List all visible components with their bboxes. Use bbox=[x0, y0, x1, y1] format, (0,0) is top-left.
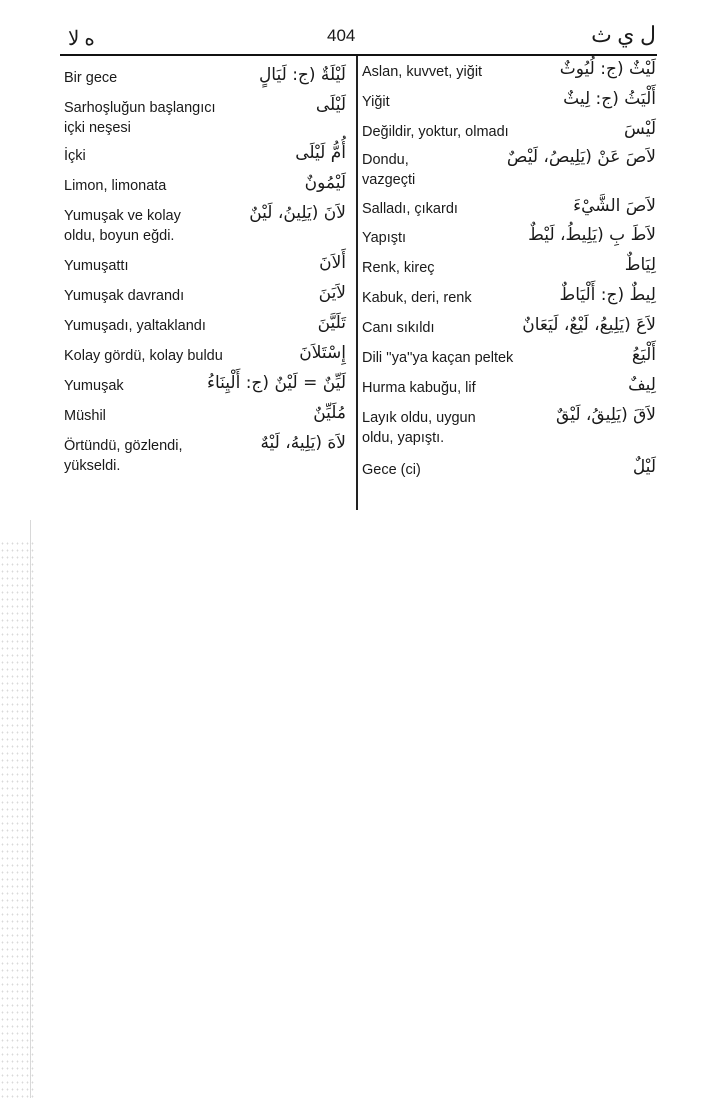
entry-turkish-continued: oldu, yapıştı. bbox=[362, 430, 445, 446]
dictionary-entry bbox=[64, 373, 346, 396]
entry-turkish-continued: yükseldi. bbox=[64, 458, 121, 474]
entry-turkish: Aslan, kuvvet, yiğit bbox=[362, 64, 483, 80]
entry-turkish: Değildir, yoktur, olmadı bbox=[362, 124, 509, 140]
entry-turkish: Sarhoşluğun başlangıcı bbox=[64, 100, 216, 116]
header-rule bbox=[60, 54, 657, 56]
entry-turkish: Yumuşak davrandı bbox=[64, 288, 185, 304]
entry-arabic: لَيْلٌ bbox=[632, 457, 656, 477]
entry-turkish: Yumuşattı bbox=[64, 258, 129, 274]
scan-noise bbox=[0, 540, 34, 1098]
entry-arabic: لاَقَ (يَلِيقُ، لَيْقٌ bbox=[556, 405, 656, 425]
entry-turkish: Bir gece bbox=[64, 70, 118, 86]
dictionary-entry bbox=[64, 203, 346, 246]
entry-turkish-continued: oldu, boyun eğdi. bbox=[64, 228, 175, 244]
entry-turkish: Limon, limonata bbox=[64, 178, 167, 194]
entry-arabic: لاَنَ (يَلِينُ، لَيْنٌ bbox=[249, 203, 346, 223]
entry-turkish: Yiğit bbox=[362, 94, 390, 110]
left-column bbox=[64, 58, 346, 476]
entry-arabic: أَلْيَثُ (ج: لِيثٌ bbox=[563, 89, 656, 109]
entry-arabic: لَيْلَى bbox=[315, 95, 346, 115]
entry-arabic: لِيفٌ bbox=[628, 375, 656, 395]
right-column bbox=[362, 58, 656, 480]
dictionary-entry bbox=[362, 196, 656, 219]
entry-turkish-continued: vazgeçti bbox=[362, 172, 416, 188]
entry-turkish: Kabuk, deri, renk bbox=[362, 290, 472, 306]
entry-turkish: Yumuşak bbox=[64, 378, 124, 394]
dictionary-entry bbox=[362, 119, 656, 142]
dictionary-entry bbox=[362, 285, 656, 308]
entry-arabic: لِيَاطٌ bbox=[624, 255, 656, 275]
entry-turkish: Kolay gördü, kolay buldu bbox=[64, 348, 223, 364]
dictionary-entry bbox=[64, 65, 346, 88]
entry-arabic: لَيْسَ bbox=[624, 119, 656, 139]
dictionary-entry bbox=[64, 403, 346, 426]
entry-arabic: لَيْثٌ (ج: لُيُوثٌ bbox=[559, 59, 656, 79]
header-right-mark: ل ي ث bbox=[591, 22, 656, 47]
entry-turkish: Yumuşadı, yaltaklandı bbox=[64, 318, 206, 334]
entry-arabic: لَيْمُونٌ bbox=[304, 173, 346, 193]
entry-turkish: Layık oldu, uygun bbox=[362, 410, 476, 426]
dictionary-entry bbox=[64, 433, 346, 476]
entry-turkish: Canı sıkıldı bbox=[362, 320, 435, 336]
entry-turkish: İçki bbox=[64, 148, 86, 164]
page-number: 404 bbox=[327, 26, 356, 45]
entry-arabic: لاَصَ عَنْ (يَلِيصُ، لَيْصٌ bbox=[506, 147, 656, 167]
entry-turkish: Salladı, çıkardı bbox=[362, 201, 458, 217]
dictionary-entry bbox=[64, 343, 346, 366]
entry-arabic: لِيطٌ (ج: أَلْيَاطٌ bbox=[559, 285, 656, 305]
entry-arabic: إِسْتَلاَنَ bbox=[299, 343, 346, 363]
entry-arabic: لاَيَنَ bbox=[318, 283, 346, 303]
dictionary-entry bbox=[64, 173, 346, 196]
dictionary-entry bbox=[362, 59, 656, 82]
entry-arabic: أُمُّ لَيْلَى bbox=[295, 143, 346, 163]
entry-arabic: لاَصَ الشَّيْءَ bbox=[573, 196, 656, 216]
entry-turkish-continued: içki neşesi bbox=[64, 120, 131, 136]
entry-arabic: مُلَيِّنٌ bbox=[313, 403, 346, 423]
entry-turkish: Dili ''ya''ya kaçan peltek bbox=[362, 350, 514, 366]
dictionary-entry bbox=[362, 225, 656, 248]
entry-arabic: أَلاَنَ bbox=[319, 253, 346, 273]
entry-arabic: لَيْلَةٌ (ج: لَيَالٍ bbox=[258, 65, 346, 85]
dictionary-entry bbox=[64, 95, 346, 138]
dictionary-entry bbox=[362, 375, 656, 398]
entry-arabic: تَلَيَّنَ bbox=[317, 313, 346, 333]
scan-edge-line bbox=[30, 520, 31, 1098]
dictionary-entry bbox=[64, 313, 346, 336]
page-header bbox=[60, 22, 656, 56]
entry-turkish: Hurma kabuğu, lif bbox=[362, 380, 476, 396]
dictionary-entry bbox=[362, 147, 656, 190]
dictionary-entry bbox=[64, 253, 346, 276]
entry-arabic: أَلْيَعُ bbox=[631, 345, 656, 365]
entry-turkish: Gece (ci) bbox=[362, 462, 421, 478]
dictionary-entry bbox=[362, 405, 656, 448]
dictionary-entry bbox=[362, 315, 656, 338]
column-divider bbox=[356, 56, 358, 510]
dictionary-entry bbox=[362, 255, 656, 278]
entry-turkish: Yapıştı bbox=[362, 230, 407, 246]
entry-arabic: لاَطَ بِ (يَلِيطُ، لَيْطٌ bbox=[528, 225, 656, 245]
entry-turkish: Müshil bbox=[64, 408, 106, 424]
entry-turkish: Dondu, bbox=[362, 152, 409, 168]
entry-turkish: Örtündü, gözlendi, bbox=[64, 438, 183, 454]
dictionary-entry bbox=[362, 345, 656, 368]
entry-turkish: Renk, kireç bbox=[362, 260, 435, 276]
entry-arabic: لاَهَ (يَلِيهُ، لَيْهٌ bbox=[260, 433, 346, 453]
header-left-mark: ه لا bbox=[68, 28, 95, 50]
dictionary-entry bbox=[64, 143, 346, 166]
dictionary-entry bbox=[362, 89, 656, 112]
entry-turkish: Yumuşak ve kolay bbox=[64, 208, 181, 224]
entry-arabic: لَيِّنٌ = لَيْنٌ (ج: أَلْيِنَاءُ bbox=[206, 373, 346, 393]
dictionary-entry bbox=[362, 457, 656, 480]
dictionary-entry bbox=[64, 283, 346, 306]
entry-arabic: لاَعَ (يَلِيعُ، لَيْعٌ، لَيَعَانٌ bbox=[522, 315, 656, 335]
